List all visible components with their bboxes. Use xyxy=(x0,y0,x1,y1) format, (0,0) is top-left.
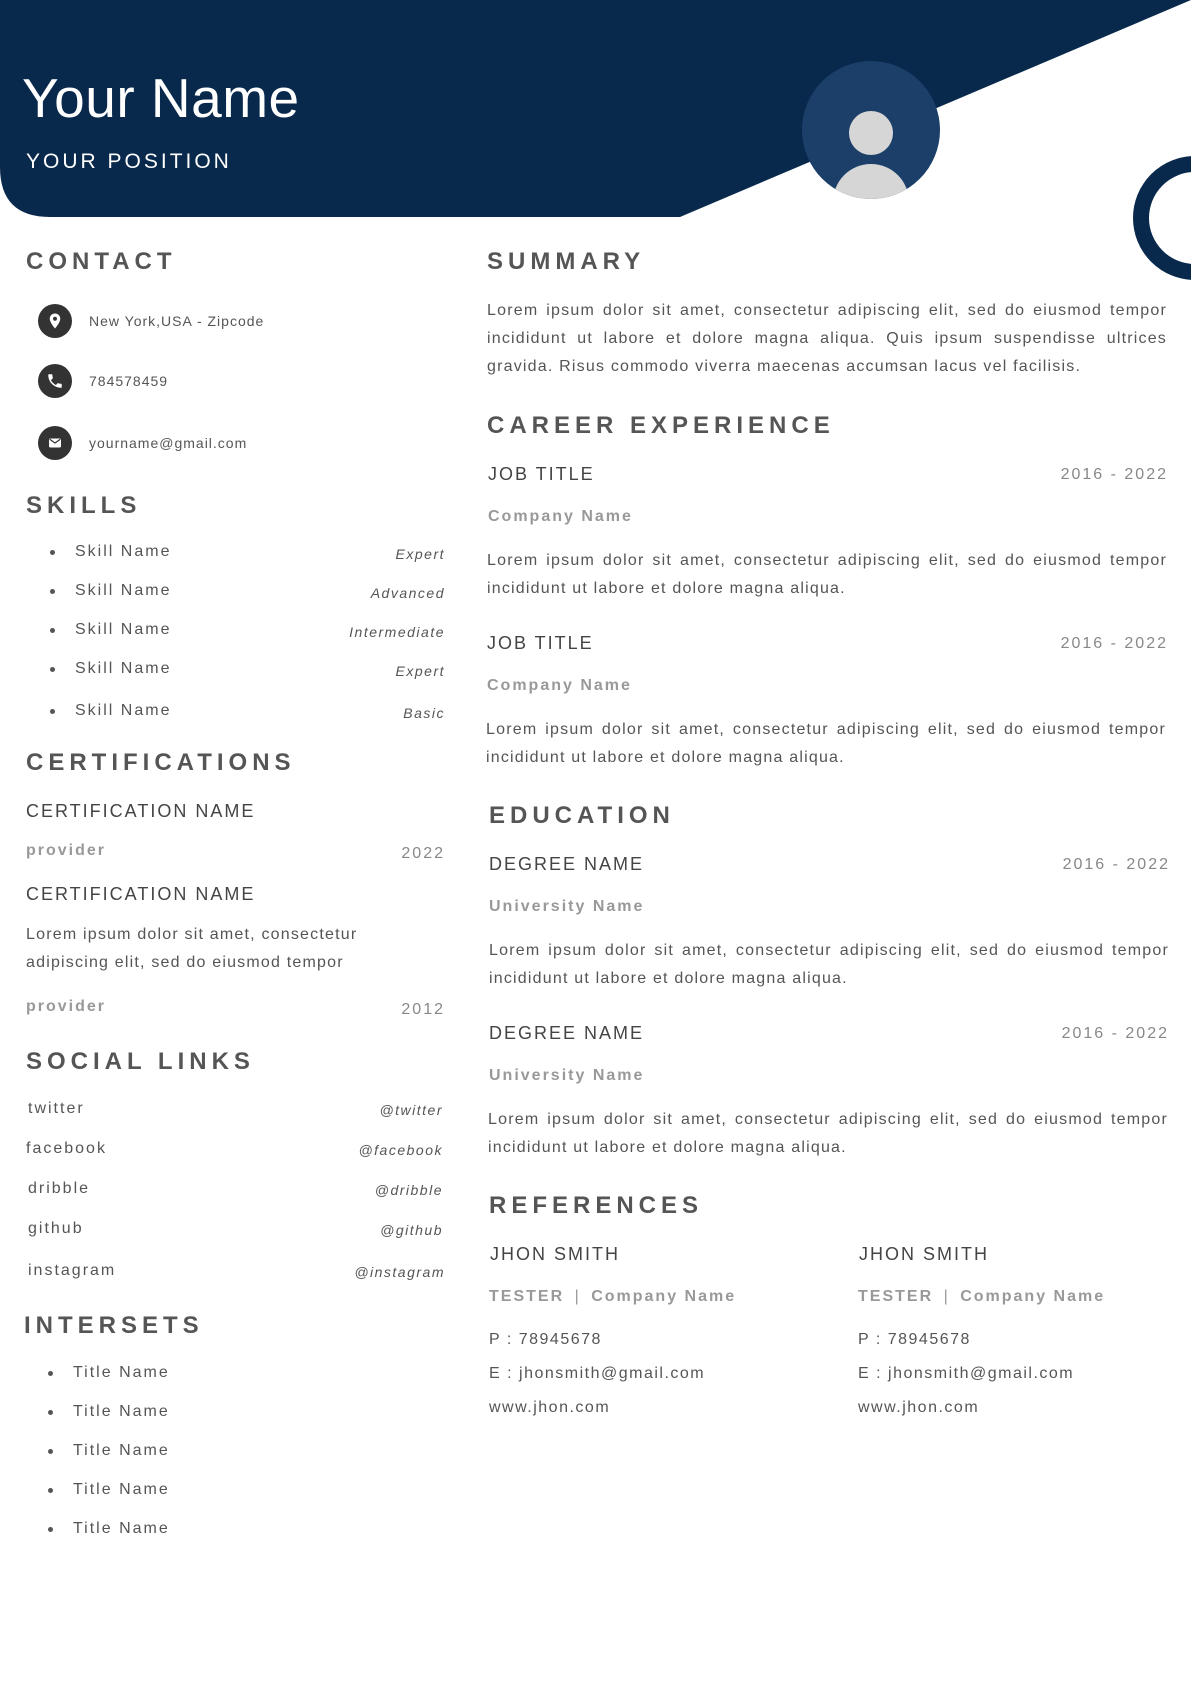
reference-email[interactable]: E : jhonsmith@gmail.com xyxy=(858,1365,1075,1382)
user-avatar-icon xyxy=(802,61,940,240)
interest-name: Title Name xyxy=(73,1520,170,1537)
certification-name: CERTIFICATION NAME xyxy=(26,801,256,821)
skill-name: Skill Name xyxy=(75,660,172,677)
interest-item xyxy=(48,1520,170,1538)
job-description: Lorem ipsum dolor sit amet, consectetur adipiscing elit, sed do eiusmod tempor incididunt ut labore et dolore magna aliqua. xyxy=(486,721,1166,766)
reference-company: Company Name xyxy=(591,1288,737,1305)
company-name: Company Name xyxy=(487,677,632,694)
social-handle-facebook[interactable]: @facebook xyxy=(358,1142,443,1158)
education-heading: EDUCATION xyxy=(489,802,675,829)
interest-item xyxy=(48,1442,170,1460)
reference-company: Company Name xyxy=(960,1288,1106,1305)
summary-heading: SUMMARY xyxy=(487,248,646,275)
social-link-dribble[interactable]: dribble xyxy=(28,1180,91,1197)
reference-email[interactable]: E : jhonsmith@gmail.com xyxy=(489,1365,706,1382)
social-link-facebook[interactable]: facebook xyxy=(26,1140,107,1157)
phone-icon xyxy=(38,364,72,398)
social-handle-dribble[interactable]: @dribble xyxy=(374,1182,443,1198)
certification-description: Lorem ipsum dolor sit amet, consectetur adipiscing elit, sed do eiusmod tempor xyxy=(26,926,358,971)
social-handle-instagram[interactable]: @instagram xyxy=(354,1264,445,1280)
reference-role-company xyxy=(489,1288,736,1306)
interest-name: Title Name xyxy=(73,1442,170,1459)
job-dates: 2016 - 2022 xyxy=(1060,635,1168,652)
bullet-icon xyxy=(48,1449,53,1454)
certification-provider: provider xyxy=(26,998,107,1015)
certification-provider: provider xyxy=(26,842,107,859)
certification-name: CERTIFICATION NAME xyxy=(26,884,256,904)
interest-name: Title Name xyxy=(73,1364,170,1381)
skills-heading: SKILLS xyxy=(26,492,142,519)
interest-item xyxy=(48,1403,170,1421)
mail-icon xyxy=(38,426,72,460)
contact-phone-text: 784578459 xyxy=(89,373,169,389)
bullet-icon xyxy=(48,1371,53,1376)
social-link-twitter[interactable]: twitter xyxy=(28,1100,85,1117)
interest-name: Title Name xyxy=(73,1403,170,1420)
job-title: JOB TITLE xyxy=(487,633,594,653)
bullet-icon xyxy=(48,1527,53,1532)
applicant-position: YOUR POSITION xyxy=(26,150,232,173)
bullet-icon xyxy=(50,709,55,714)
skill-level: Advanced xyxy=(370,585,445,601)
social-link-instagram[interactable]: instagram xyxy=(28,1262,117,1279)
reference-role-company xyxy=(858,1288,1105,1306)
degree-name: DEGREE NAME xyxy=(489,1023,645,1043)
skill-item xyxy=(50,543,171,561)
skill-level: Intermediate xyxy=(349,624,445,640)
bullet-icon xyxy=(50,589,55,594)
location-pin-icon xyxy=(38,304,72,338)
reference-role: TESTER xyxy=(858,1288,934,1305)
skill-item xyxy=(50,702,171,720)
job-description: Lorem ipsum dolor sit amet, consectetur adipiscing elit, sed do eiusmod tempor incididunt ut labore et dolore magna aliqua. xyxy=(487,552,1167,597)
company-name: Company Name xyxy=(488,508,633,525)
university-name: University Name xyxy=(489,1067,645,1084)
skill-name: Skill Name xyxy=(75,582,172,599)
interest-name: Title Name xyxy=(73,1481,170,1498)
skill-name: Skill Name xyxy=(75,543,172,560)
skill-item xyxy=(50,660,171,678)
degree-name: DEGREE NAME xyxy=(489,854,645,874)
reference-role: TESTER xyxy=(489,1288,565,1305)
skill-name: Skill Name xyxy=(75,621,172,638)
degree-dates: 2016 - 2022 xyxy=(1061,1025,1169,1042)
contact-address-text: New York,USA - Zipcode xyxy=(89,313,265,329)
social-handle-twitter[interactable]: @twitter xyxy=(379,1102,443,1118)
summary-text: Lorem ipsum dolor sit amet, consectetur adipiscing elit, sed do eiusmod tempor incididunt ut labore et dolore magna aliqua. Quis ipsum suspendisse ultrices gravida. Risus commodo viverra maecenas accumsan lacus vel facilisis. xyxy=(487,302,1167,375)
contact-phone xyxy=(38,364,168,398)
degree-dates: 2016 - 2022 xyxy=(1062,856,1170,873)
bullet-icon xyxy=(48,1410,53,1415)
interest-item xyxy=(48,1364,170,1382)
social-link-github[interactable]: github xyxy=(28,1220,84,1237)
skill-item xyxy=(50,582,171,600)
contact-heading: CONTACT xyxy=(26,248,177,275)
reference-phone: P : 78945678 xyxy=(489,1331,602,1348)
decor-ring xyxy=(1141,164,1191,272)
experience-heading: CAREER EXPERIENCE xyxy=(487,412,835,439)
applicant-name: Your Name xyxy=(22,67,300,129)
skill-level: Expert xyxy=(395,546,445,562)
contact-email-text: yourname@gmail.com xyxy=(89,435,248,451)
interests-heading: INTERSETS xyxy=(24,1312,204,1339)
bullet-icon xyxy=(50,628,55,633)
references-heading: REFERENCES xyxy=(489,1192,704,1219)
certification-year: 2012 xyxy=(401,1001,445,1018)
skill-name: Skill Name xyxy=(75,702,172,719)
bullet-icon xyxy=(48,1488,53,1493)
reference-website[interactable]: www.jhon.com xyxy=(858,1399,980,1416)
reference-name: JHON SMITH xyxy=(859,1244,989,1264)
degree-description: Lorem ipsum dolor sit amet, consectetur adipiscing elit, sed do eiusmod tempor incididunt ut labore et dolore magna aliqua. xyxy=(489,942,1169,987)
bullet-icon xyxy=(50,667,55,672)
bullet-icon xyxy=(50,550,55,555)
reference-phone: P : 78945678 xyxy=(858,1331,971,1348)
reference-name: JHON SMITH xyxy=(490,1244,620,1264)
contact-email xyxy=(38,426,247,460)
contact-address xyxy=(38,304,264,338)
job-dates: 2016 - 2022 xyxy=(1060,466,1168,483)
interest-item xyxy=(48,1481,170,1499)
reference-website[interactable]: www.jhon.com xyxy=(489,1399,611,1416)
social-links-heading: SOCIAL LINKS xyxy=(26,1048,255,1075)
university-name: University Name xyxy=(489,898,645,915)
degree-description: Lorem ipsum dolor sit amet, consectetur adipiscing elit, sed do eiusmod tempor incididunt ut labore et dolore magna aliqua. xyxy=(488,1111,1168,1156)
skill-level: Basic xyxy=(403,705,445,721)
reference-separator: | xyxy=(574,1288,581,1305)
reference-separator: | xyxy=(943,1288,950,1305)
certifications-heading: CERTIFICATIONS xyxy=(26,749,296,776)
skill-level: Expert xyxy=(395,663,445,679)
certification-year: 2022 xyxy=(401,845,445,862)
job-title: JOB TITLE xyxy=(488,464,595,484)
social-handle-github[interactable]: @github xyxy=(380,1222,443,1238)
skill-item xyxy=(50,621,171,639)
